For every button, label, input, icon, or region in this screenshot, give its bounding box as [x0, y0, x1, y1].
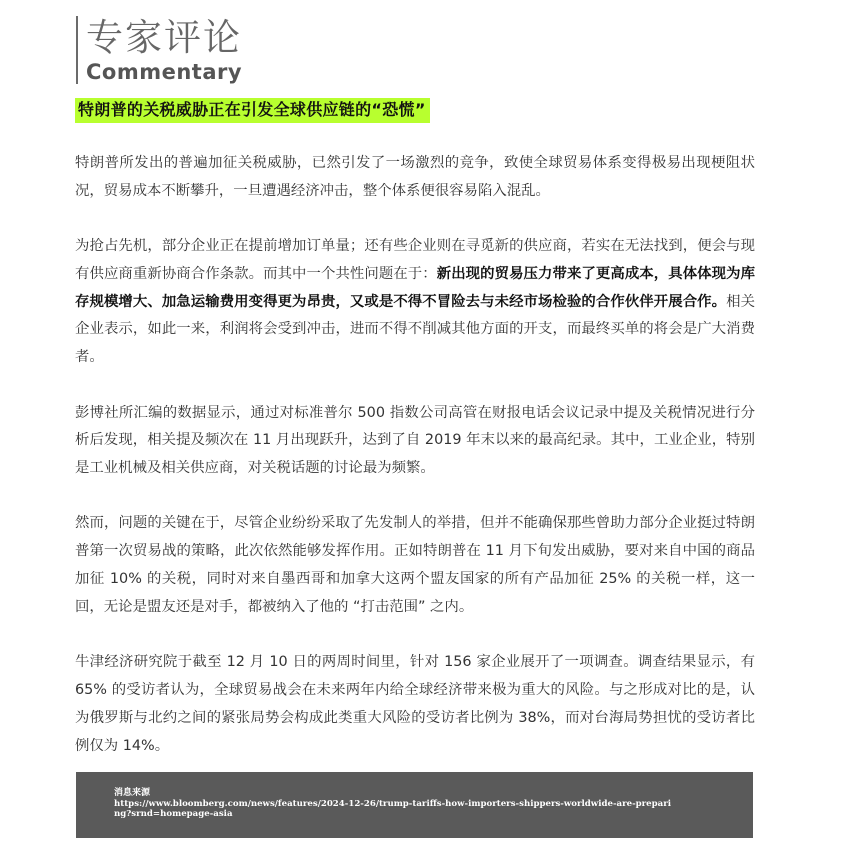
paragraph-4: 然而，问题的关键在于，尽管企业纷纷采取了先发制人的举措，但并不能确保那些曾助力部分企业挺过特朗普第一次贸易战的策略，此次依然能够发挥作用。正如特朗普在 11 月下旬发出威胁，要对来自中国的商品加征 10% 的关税，同时对来自墨西哥和加拿大这两个盟友国家的所有产品加征 25% 的关税一样，这一回，无论是盟友还是对手，都被纳入了他的 “打击范围” 之内。 — [75, 515, 755, 615]
section-header — [76, 16, 242, 84]
source-url[interactable]: https://www.bloomberg.com/news/features/2024-12-26/trump-tariffs-how-importers-shippers-worldwide-are-preparing?srnd=homepage-asia — [114, 799, 672, 819]
paragraph-1: 特朗普所发出的普遍加征关税威胁，已然引发了一场激烈的竞争，致使全球贸易体系变得极易出现梗阻状况，贸易成本不断攀升，一旦遭遇经济冲击，整个体系便很容易陷入混乱。 — [75, 155, 755, 199]
section-title-cn: 专家评论 — [86, 16, 242, 59]
article-headline: 特朗普的关税威胁正在引发全球供应链的“恐慌” — [75, 98, 430, 123]
paragraph-2-text-b: 相关企业表示，如此一来，利润将会受到冲击，进而不得不削减其他方面的开支，而最终买单的将会是广大消费者。 — [75, 293, 755, 366]
source-box — [76, 772, 753, 838]
paragraph-3: 彭博社所汇编的数据显示，通过对标准普尔 500 指数公司高管在财报电话会议记录中提及关税情况进行分析后发现，相关提及频次在 11 月出现跃升，达到了自 2019 年末以来的最高纪录。其中，工业企业，特别是工业机械及相关供应商，对关税话题的讨论最为频繁。 — [75, 404, 755, 477]
section-title-en: Commentary — [86, 60, 243, 84]
paragraph-2 — [75, 233, 755, 372]
paragraph-5: 牛津经济研究院于截至 12 月 10 日的两周时间里，针对 156 家企业展开了一项调查。调查结果显示，有 65% 的受访者认为，全球贸易战会在未来两年内给全球经济带来极为重大的风险。与之形成对比的是，认为俄罗斯与北约之间的紧张局势会构成此类重大风险的受访者比例为 38%，而对台海局势担忧的受访者比例仅为 14%。 — [75, 654, 755, 754]
paragraph-2-emphasis: 新出现的贸易压力带来了更高成本，具体体现为库存规模增大、加急运输费用变得更为昂贵，又或是不得不冒险去与未经市场检验的合作伙伴开展合作。 — [75, 265, 755, 310]
source-label: 消息来源 — [114, 788, 151, 798]
paragraph-2-text-a: 为抢占先机，部分企业正在提前增加订单量；还有些企业则在寻觅新的供应商，若实在无法找到，便会与现有供应商重新协商合作条款。而其中一个共性问题在于： — [75, 238, 755, 282]
article-body — [75, 150, 755, 788]
